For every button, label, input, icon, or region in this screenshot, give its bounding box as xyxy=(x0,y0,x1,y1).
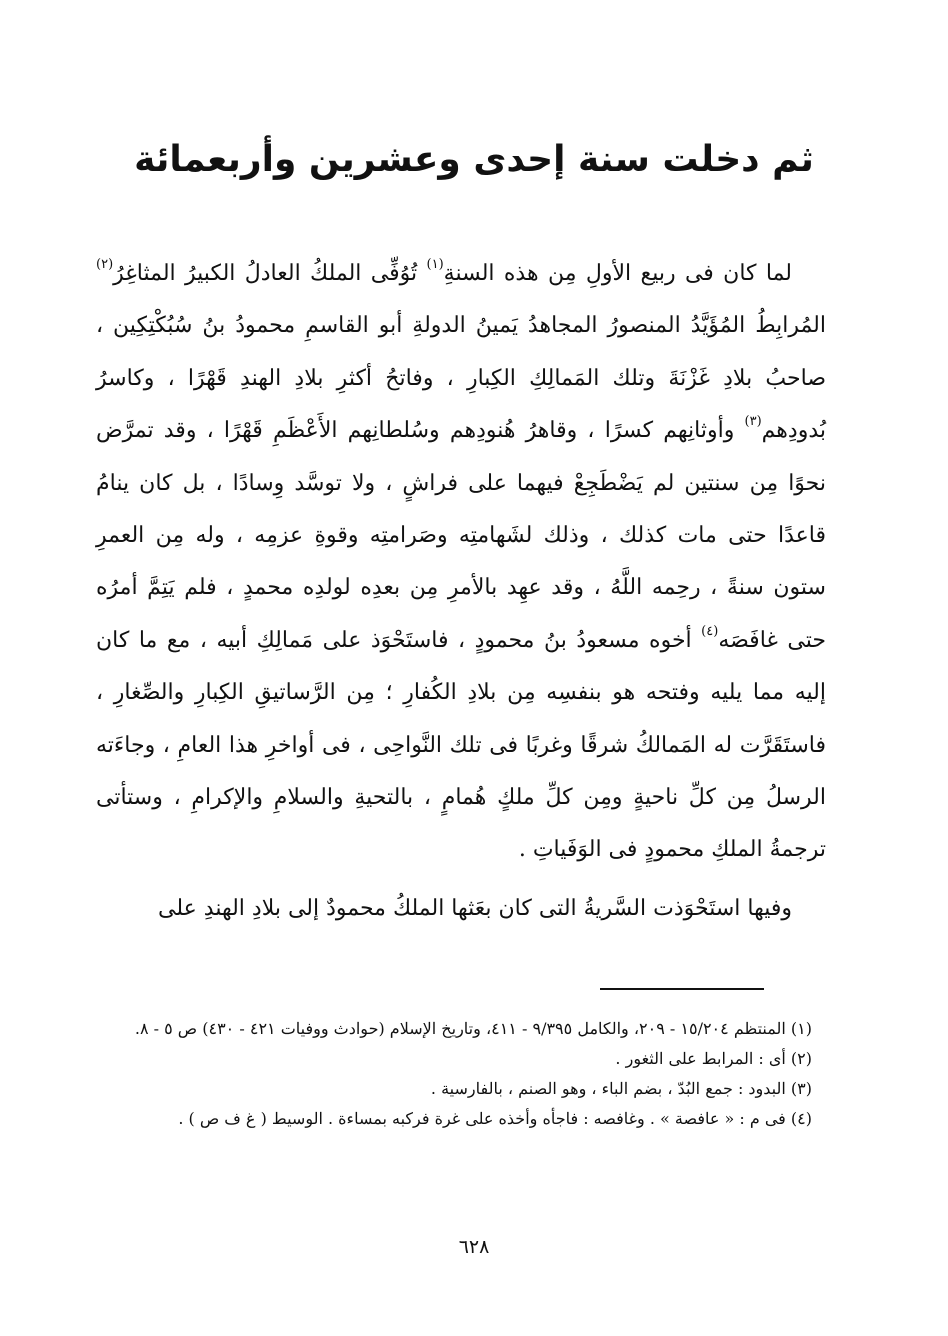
main-text xyxy=(96,248,826,935)
chapter-heading: ثم دخلت سنة إحدى وعشرين وأربعمائة xyxy=(134,139,814,180)
footnotes xyxy=(96,1014,812,1134)
paragraph-1-part-1: لما كان فى ربيع الأولِ مِن هذه السنةِ xyxy=(443,261,792,286)
paragraph-1 xyxy=(96,248,826,877)
footnote-3: (٣) البدود : جمع البُدّ ، بضم الباء ، وهو الصنم ، بالفارسية . xyxy=(430,1079,812,1098)
page-number: ٦٢٨ xyxy=(458,1236,490,1258)
paragraph-1-part-4: وأوثانِهم كسرًا ، وقاهرُ هُنودِهم وسُلطانِهم الأَعْظَمِ قَهْرًا ، وقد تمرَّض نحوًا مِن سنتين لم يَضْطَجِعْ فيهما على فراشٍ ، ولا توسَّد وِسادًا ، بل كان ينامُ قاعدًا حتى مات كذلك ، وذلك لشَهامتِه وصَرامتِه وقوةِ عزمِه ، وله مِن العمرِ ستون سنةً ، رحِمه اللَّهُ ، وقد عهِد بالأمرِ مِن بعدِه لولدِه محمدٍ ، فلم يَتِمَّ أمرُه حتى غافَصَه xyxy=(96,418,826,653)
paragraph-2: وفيها استَحْوَذت السَّريةُ التى كان بعَثها الملكُ محمودٌ إلى بلادِ الهندِ على xyxy=(158,895,792,921)
footnote-ref-2: (٢) xyxy=(96,257,114,272)
footnote-ref-4: (٤) xyxy=(701,623,719,639)
paragraph-1-part-2: تُوُفِّى الملكُ العادلُ الكبيرُ المثاغِرُ xyxy=(113,261,427,286)
footnote-ref-3: (٣) xyxy=(744,414,762,430)
paragraph-1-part-3: المُرابِطُ المُؤَيَّدُ المنصورُ المجاهدُ يَمينُ الدولةِ أبو القاسمِ محمودُ بنُ سُبُكْتِكِين ، صاحبُ بلادِ غَزْنَةَ وتلك المَمالِكِ الكِبارِ ، وفاتحُ أكثرِ بلادِ الهندِ قَهْرًا ، وكاسرُ بُدودِهم xyxy=(96,313,826,444)
footnote-1: (١) المنتظم ١٥/٢٠٤ - ٢٠٩، والكامل ٩/٣٩٥ - ٤١١، وتاريخ الإسلام (حوادث ووفيات ٤٢١ - ٤٣٠) ص ٥ - ٨. xyxy=(134,1019,812,1038)
footnote-4: (٤) فى م : « عافصة » . وغافصه : فاجأه وأخذه على غرة فركبه بمساءة . الوسيط ( غ ف ص ) . xyxy=(178,1109,812,1128)
footnote-ref-1: (١) xyxy=(426,257,444,272)
footnote-separator xyxy=(600,988,764,990)
paragraph-1-part-5: أخوه مسعودُ بنُ محمودٍ ، فاستَحْوَذ على مَمالِكِ أبيه ، مع ما كان إليه مما يليه وفتحه هو بنفسِه مِن بلادِ الكُفارِ ؛ مِن الرَّساتيقِ الكِبارِ والصِّغارِ ، فاستَقَرَّت له المَمالكُ شرقًا وغربًا فى تلك النَّواحِى ، فى أواخرِ هذا العامِ ، وجاءَته الرسلُ مِن كلِّ ناحيةٍ ومِن كلِّ ملكٍ هُمامٍ ، بالتحيةِ والسلامِ والإكرامِ ، وستأتى ترجمةُ الملكِ محمودٍ فى الوَفَياتِ . xyxy=(96,627,826,863)
footnote-2: (٢) أى : المرابط على الثغور . xyxy=(615,1049,812,1068)
